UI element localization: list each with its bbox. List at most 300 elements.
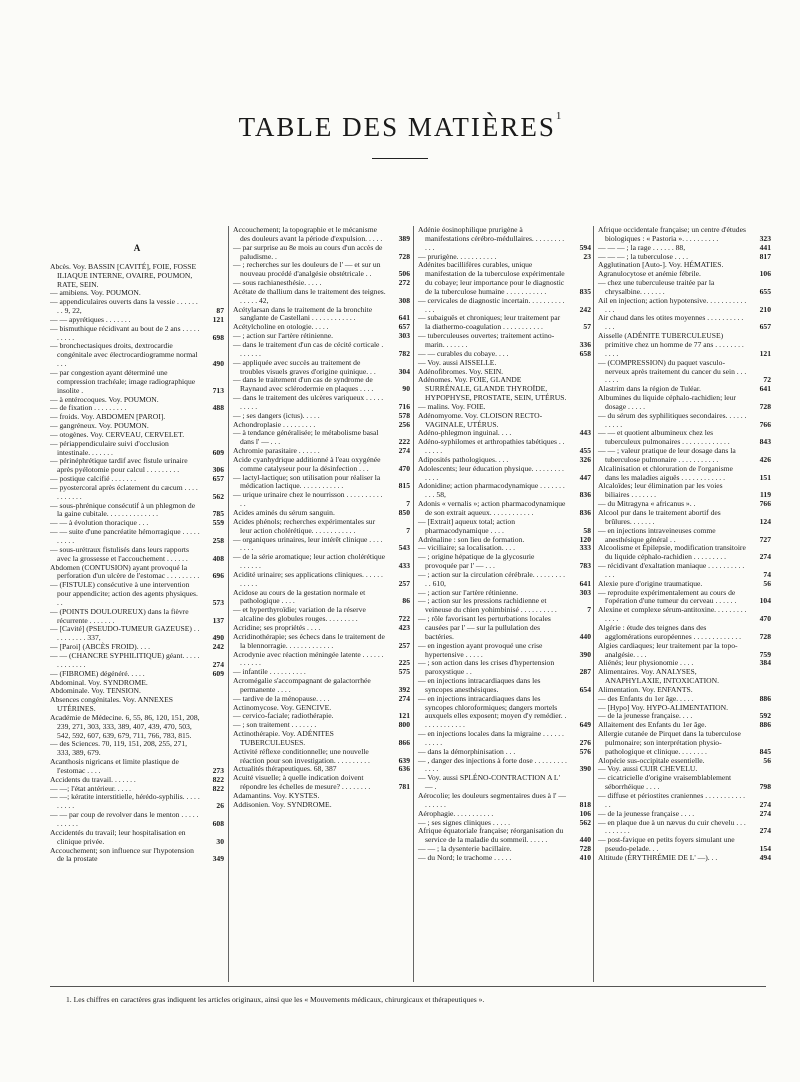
index-entry <box>233 456 410 474</box>
page-number: 408 <box>212 553 224 563</box>
entry-text: — diffuse et périostites craniennes . . . . . . . . . . . . . <box>598 791 746 809</box>
page-number: 573 <box>212 597 224 607</box>
entry-text: — ; ses signes cliniques . . . . . <box>418 817 510 827</box>
index-entry <box>598 226 771 244</box>
index-entry <box>418 226 591 253</box>
page-number: 836 <box>579 508 591 517</box>
page-number: 7 <box>587 605 591 615</box>
page-number: 333 <box>579 543 591 553</box>
index-entry <box>50 847 224 865</box>
index-entry <box>233 518 410 536</box>
title-rule <box>372 158 428 159</box>
entry-text: — bronchectasiques droits, dextrocardie congénitale avec électrocardiogramme normal . . . <box>50 341 198 369</box>
page-number: 86 <box>402 596 410 606</box>
page-number: 287 <box>579 667 591 677</box>
index-entry <box>418 376 591 403</box>
index-entry <box>233 774 410 792</box>
page-number: 426 <box>759 454 771 464</box>
page-number: 389 <box>398 233 410 243</box>
entry-text: — urique urinaire chez le nourrisson . . . . . . . . . . . . <box>233 490 383 509</box>
page-number: 636 <box>398 764 410 774</box>
index-entry <box>418 677 591 695</box>
entry-text: — périappendiculaire suivi d'occlusion intestinale. . . . . . . <box>50 438 169 457</box>
entry-text: Acétate de thallium dans le traitement des teignes. . . . . . 42, <box>233 286 386 305</box>
entry-text: Accidents du travail. . . . . . . <box>50 774 136 784</box>
page-number: 696 <box>212 571 224 581</box>
page-number: 562 <box>579 817 591 827</box>
index-entry <box>50 502 224 520</box>
entry-text: Adrénaline : son lieu de formation. <box>418 534 525 544</box>
entry-text: — en injections intracardiaques dans les syncopes anesthésiques. <box>418 676 541 694</box>
page-number: 423 <box>398 622 410 632</box>
page-number: 455 <box>579 446 591 456</box>
page-number: 273 <box>212 765 224 775</box>
index-entry <box>50 546 224 564</box>
index-entry <box>598 279 771 297</box>
entry-text: — sous-urétraux fistulisés dans leurs rapports avec la grossesse et l'accouchement . . . . . . <box>50 544 189 563</box>
page-number: 713 <box>212 385 224 395</box>
page-number: 23 <box>583 251 591 261</box>
entry-text: Aérophagie. . . . . . . . . . . <box>418 808 494 818</box>
page-number: 384 <box>759 658 771 668</box>
entry-text: Acide cyanhydrique additionné à l'eau oxygénée comme catalyseur pour la désinfection . . . <box>233 454 381 473</box>
index-entry <box>418 659 591 677</box>
page-number: 845 <box>759 746 771 756</box>
entry-text: — postique calcifié . . . . . . . <box>50 474 137 484</box>
entry-text: — pyostercoral après éclatement du cæcum . . . . . . . . . . . <box>50 482 198 501</box>
entry-text: Afrique occidentale française; un centre d'études biologiques : « Pastoria ». . . . . . . . . . <box>598 226 746 243</box>
entry-text: — en ingestion ayant provoqué une crise hypertensive . . . . . <box>418 640 543 659</box>
page-number: 609 <box>212 447 224 457</box>
entry-text: — viciliaire; sa localisation. . . . <box>418 543 516 553</box>
entry-text: Achromie parasitaire . . . . . . <box>233 446 320 456</box>
page-number: 562 <box>212 491 224 501</box>
entry-text: — à entérocoques. Voy. POUMON. <box>50 394 159 404</box>
entry-text: — tuberculeuses ouvertes; traitement actino-marin. . . . . . . <box>418 331 555 349</box>
page-number: 494 <box>759 852 771 862</box>
entry-text: — [Extrait] aqueux total; action pharmacodynamique . . . . <box>418 516 515 535</box>
entry-text: — cicatricielle d'origine vraisemblablement séborrhéique . . . . <box>598 773 732 792</box>
page-number: 257 <box>398 578 410 588</box>
index-entry <box>233 677 410 695</box>
entry-text: — tardive de la ménopause. . . . <box>233 693 330 703</box>
index-entry <box>418 854 591 863</box>
entry-text: Alopécie sus-occipitale essentielle. <box>598 755 705 765</box>
page-number: 716 <box>398 401 410 411</box>
entry-text: Algérie : étude des teignes dans des agglomérations européennes . . . . . . . . . . . . . <box>598 622 742 641</box>
page-number: 326 <box>579 454 591 464</box>
page-number: 785 <box>212 509 224 519</box>
entry-text: — ; origine hépatique de la glycosurie provoquée par l' — . . . <box>418 552 535 571</box>
entry-text: Actinothérapie. Voy. ADÉNITES TUBERCULEUSES. <box>233 729 334 747</box>
entry-text: — (POINTS DOULOUREUX) dans la fièvre récurrente . . . . . . . <box>50 606 189 625</box>
index-entry <box>418 695 591 730</box>
entry-text: — , danger des injections à forte dose . . . . . . . . . . . . . <box>418 755 567 774</box>
index-entry <box>598 482 771 500</box>
index-entry <box>233 801 410 810</box>
entry-text: — ; ses dangers (ictus). . . . . <box>233 410 320 420</box>
index-entry <box>233 606 410 624</box>
index-entry <box>233 261 410 279</box>
index-entry <box>598 836 771 854</box>
index-entry <box>418 314 591 332</box>
page-number: 74 <box>763 569 771 579</box>
entry-text: Acridine; ses propriétés . . . . <box>233 622 321 632</box>
index-entry <box>598 624 771 642</box>
index-entry <box>50 740 224 758</box>
page-number: 304 <box>398 366 410 376</box>
page-number: 58 <box>583 525 591 535</box>
page-number: 26 <box>216 801 224 811</box>
entry-text: Alexie pure d'origine traumatique. <box>598 578 703 588</box>
entry-text: Acrodynie avec réaction méningée latente . . . . . . . . . . . . <box>233 649 384 668</box>
index-entry <box>598 730 771 757</box>
index-entry <box>233 376 410 394</box>
entry-text: — gangréneux. Voy. POUMON. <box>50 421 149 431</box>
page-number: 470 <box>398 463 410 473</box>
page-number: 728 <box>759 401 771 411</box>
page-number: 781 <box>398 782 410 792</box>
page-number: 121 <box>398 711 410 721</box>
entry-text: — — et quotient albumineux chez les tuberculeux pulmonaires . . . . . . . . . . . . . <box>598 428 730 447</box>
entry-text: — ; son traitement . . . . . . . <box>233 720 317 730</box>
entry-text: — des Sciences. 70, 119, 151, 208, 255, 271, 333, 389, 679. <box>50 739 188 758</box>
page-number: 87 <box>216 306 224 316</box>
entry-text: — (COMPRESSION) du paquet vasculo-nerveux après traitement du cancer du sein . . . . . . . <box>598 357 747 385</box>
entry-text: — — — ; la tuberculose . . . . <box>598 251 689 261</box>
page-number: 119 <box>760 490 771 500</box>
page-number: 576 <box>579 746 591 756</box>
index-entry <box>418 500 591 518</box>
entry-text: Actualités thérapeutiques. 68, 387 <box>233 764 337 774</box>
page-number: 654 <box>579 684 591 694</box>
entry-text: Adénites bacillifères curables, unique manifestation de la tuberculose expérimentale du cobaye; leur importance pour le diagnostic de la tuberculose humaine . . . . . . . . . . . <box>418 260 565 296</box>
index-entry <box>50 829 224 847</box>
index-entry <box>598 792 771 810</box>
page-number: 323 <box>759 233 771 243</box>
page-number: 443 <box>579 428 591 438</box>
page-number: 447 <box>579 472 591 482</box>
entry-text: Abdominale. Voy. TENSION. <box>50 686 141 696</box>
page-number: 124 <box>759 516 771 526</box>
page-number: 850 <box>398 508 410 517</box>
entry-text: Acétylcholine en otologie. . . . . <box>233 322 329 332</box>
entry-text: Adénie éosinophilique prurigène à manifestations cérébro-médullaires. . . . . . . . . . . . <box>418 226 565 252</box>
entry-text: Abdominal. Voy. SYNDROME. <box>50 677 148 687</box>
page-number: 575 <box>398 667 410 677</box>
entry-text: — Voy. aussi CUIR CHEVELU. <box>598 764 698 774</box>
entry-text: — ; rôle favorisant les perturbations locales causées par l' — sur la pullulation des bactéries. <box>418 614 551 641</box>
entry-text: — — ; la dysenterie bacillaire. <box>418 844 512 854</box>
entry-text: Agglutination [Auto-]. Voy. HÉMATIES. <box>598 260 724 270</box>
index-entry <box>50 581 224 608</box>
entry-text: — du sérum des syphilitiques secondaires. . . . . . . . . . . <box>598 410 747 429</box>
entry-text: — — ; valeur pratique de leur dosage dans la tuberculose pulmonaire . . . . . . . . . . . <box>598 446 736 464</box>
page-number: 817 <box>759 251 771 261</box>
index-entry <box>233 491 410 509</box>
entry-text: Alcoolisme et Épilepsie, modification transitoire du liquide céphalo-rachidien . . . . . . . . . <box>598 543 746 562</box>
entry-text: — — par coup de revolver dans le menton . . . . . . . . . . . <box>50 810 199 828</box>
entry-text: Activité réflexe conditionnelle; une nouvelle réaction pour son investigation. . . . . . . . . . <box>233 746 370 765</box>
page-number: 274 <box>212 659 224 669</box>
index-entry <box>418 597 591 615</box>
page-number: 815 <box>398 481 410 491</box>
entry-text: Addisonien. Voy. SYNDROME. <box>233 799 332 809</box>
entry-text: Agranulocytose et anémie fébrile. <box>598 269 701 279</box>
page-number: 276 <box>579 737 591 747</box>
page-number: 410 <box>579 852 591 862</box>
page-number: 728 <box>759 631 771 641</box>
index-entry <box>598 297 771 315</box>
entry-text: Adénomes. Voy. FOIE, GLANDE SURRÉNALE, GLANDE THYROÏDE, HYPOPHYSE, PROSTATE, SEIN, UTÉRUS. <box>418 375 567 403</box>
entry-text: Académie de Médecine. 6, 55, 86, 120, 151, 208, 239, 271, 303, 333, 389, 407, 439, 470, 503, 542, 592, 607, 639, 679, 711, 766, 783, 815. <box>50 712 200 740</box>
page-number: 72 <box>763 375 771 385</box>
entry-text: — infantile . . . . . . . . . . <box>233 667 306 677</box>
page-number: 722 <box>398 614 410 624</box>
page-number: 728 <box>579 844 591 854</box>
entry-text: Adonis « vernalis »; action pharmacodynamique de son extrait aqueux. . . . . . . . . . . . <box>418 499 566 517</box>
entry-text: — dans la démorphinisation . . . <box>418 746 516 756</box>
index-entry <box>598 332 771 359</box>
page-number: 608 <box>212 819 224 828</box>
index-entry <box>598 394 771 412</box>
page-number: 822 <box>212 774 224 784</box>
footnote: 1. Les chiffres en caractères gras indiquent les articles originaux, ainsi que les « Mouvements médicaux, chirurgicaux et thérapeutiques ». <box>66 995 485 1004</box>
entry-text: — cervico-faciale; radiothérapie. <box>233 711 334 721</box>
entry-text: Adéno-phlegmon inguinal. . . . <box>418 428 512 438</box>
entry-text: Air chaud dans les otites moyennes . . . . . . . . . . . . . <box>598 313 744 332</box>
index-entry <box>418 482 591 500</box>
page-number: 57 <box>583 322 591 332</box>
index-entry <box>418 792 591 810</box>
entry-text: — [Paroi] (ABCÈS FROID). . . . <box>50 642 150 652</box>
index-entry <box>50 440 224 458</box>
entry-text: — en injections intracardiaques dans les syncopes chloroformiques; dangers mortels auxquels elles exposent; moyen d'y remédier. . . . . . . . . . . . . <box>418 693 567 730</box>
entry-text: — en plaque due à un nævus du cuir chevelu . . . . . . . . . . <box>598 817 746 836</box>
footnote-rule <box>50 986 766 987</box>
index-entry <box>50 325 224 343</box>
index-entry <box>233 341 410 359</box>
page-number: 609 <box>212 668 224 678</box>
entry-text: — en injections locales dans la migraine . . . . . . . . . . . <box>418 729 564 747</box>
index-entry <box>598 359 771 386</box>
entry-text: — — — ; la rage . . . . . . 88, <box>598 242 686 252</box>
entry-text: — cervicales de diagnostic incertain. . . . . . . . . . . . . <box>418 295 565 314</box>
index-entry <box>233 571 410 589</box>
page-number: 639 <box>398 755 410 765</box>
entry-text: — — (CHANCRE SYPHILITIQUE) géant. . . . . . . . . . . . . <box>50 650 200 669</box>
index-entry <box>598 854 771 863</box>
index-entry <box>418 332 591 350</box>
page-number: 274 <box>759 799 771 809</box>
page-number: 818 <box>579 799 591 809</box>
entry-text: — organiques urinaires, leur intérêt clinique . . . . . . . . <box>233 534 383 553</box>
index-entry <box>233 394 410 412</box>
page-number: 242 <box>579 304 591 314</box>
page-number: 303 <box>579 587 591 597</box>
index-entry <box>598 606 771 624</box>
entry-text: — de la jeunesse française. . . . <box>598 711 693 721</box>
entry-text: Aisselle (ADÉNITE TUBERCULEUSE) primitive chez un homme de 77 ans . . . . . . . . . . . . <box>598 331 744 358</box>
page-number: 256 <box>398 419 410 429</box>
index-entry <box>50 811 224 829</box>
page-number: 120 <box>579 534 591 544</box>
page-number: 641 <box>398 313 410 323</box>
index-entry <box>418 553 591 571</box>
index-entry <box>50 793 224 811</box>
page-number: 121 <box>759 348 771 358</box>
index-entry <box>233 359 410 377</box>
entry-text: — périnéphrétique tardif avec fistule urinaire après pyélotomie pour calcul . . . . . . . . . <box>50 456 188 475</box>
page-number: 7 <box>406 499 410 509</box>
index-entry <box>418 438 591 456</box>
entry-text: — — suite d'une pancréatite hémorragique . . . . . . . . . . <box>50 527 200 545</box>
page-number: 641 <box>759 384 771 394</box>
entry-text: — prurigène. . . . . . . . . . . <box>418 251 497 261</box>
page-number: 121 <box>212 314 224 324</box>
entry-text: Accidentés du travail; leur hospitalisation en clinique privée. <box>50 827 186 846</box>
entry-text: Alimentaires. Voy. ANALYSES, ANAPHYLAXIE, INTOXICATION. <box>598 667 719 686</box>
entry-text: — par surprise au 8e mois au cours d'un accès de paludisme. . <box>233 242 383 261</box>
entry-text: Acidose au cours de la gestation normale et pathologique . . . . <box>233 587 366 606</box>
entry-text: — ; action sur l'artère rétinienne. <box>418 587 519 597</box>
page-number: 578 <box>398 410 410 420</box>
entry-text: — — curables du cobaye. . . . <box>418 348 509 358</box>
entry-text: Altitude (ÉRYTHRÉMIE DE L' —). . . <box>598 852 718 862</box>
page-number: 151 <box>759 472 771 482</box>
page-number: 308 <box>398 295 410 305</box>
page-number: 440 <box>579 835 591 845</box>
index-column-3 <box>413 226 591 982</box>
entry-text: — bismuthique récidivant au bout de 2 ans . . . . . . . . . . <box>50 323 200 342</box>
entry-text: — — à évolution thoracique . . . <box>50 518 149 528</box>
index-entry <box>50 564 224 582</box>
entry-text: — Voy. aussi AISSELLE. <box>418 357 497 367</box>
entry-text: Algies cardiaques; leur traitement par la topo-analgésie. . . . <box>598 640 738 659</box>
title-footnote-marker: 1 <box>555 110 562 122</box>
entry-text: Accouchement; la topographie et le mécanisme des douleurs avant la période d'expulsion. . . . . <box>233 226 383 243</box>
entry-text: Actinomycose. Voy. GENCIVE. <box>233 702 332 712</box>
entry-text: Aérocolie; les douleurs segmentaires dues à l' — . . . . . . <box>418 791 566 809</box>
page-number: 274 <box>398 693 410 703</box>
entry-text: Albumines du liquide céphalo-rachidien; leur dosage . . . . . <box>598 393 736 411</box>
index-column-1 <box>50 226 224 982</box>
index-entry <box>418 827 591 845</box>
index-entry <box>598 562 771 580</box>
index-entry <box>598 544 771 562</box>
entry-text: — lactyl-lactique; son utilisation pour réaliser la médication lactique. . . . . . . . . . . . <box>233 472 381 491</box>
index-entry <box>418 642 591 660</box>
entry-text: Acides aminés du sérum sanguin. <box>233 508 335 517</box>
page-number: 222 <box>398 437 410 447</box>
index-entry <box>418 571 591 589</box>
index-entry <box>233 553 410 571</box>
entry-text: Adonidine; action pharmacodynamique . . . . . . . . . . 58, <box>418 481 565 500</box>
page-number: 390 <box>579 764 591 774</box>
page-number: 470 <box>759 614 771 624</box>
page-number: 658 <box>579 348 591 358</box>
page-number: 886 <box>759 720 771 730</box>
index-entry <box>418 730 591 748</box>
entry-text: Accouchement; son influence sur l'hypotension de la prostate <box>50 845 194 864</box>
page-number: 594 <box>579 242 591 252</box>
index-entry <box>418 297 591 315</box>
section-letter: A <box>133 243 141 253</box>
entry-text: — (FIBROME) dégénéré. . . . . <box>50 668 145 678</box>
index-entry <box>598 668 771 686</box>
entry-text: — malins. Voy. FOIE. <box>418 401 486 411</box>
index-entry <box>598 589 771 607</box>
index-entry <box>233 748 410 766</box>
entry-text: — récidivant d'exaltation maniaque . . . . . . . . . . . . . <box>598 561 745 579</box>
entry-text: Abcès. Voy. BASSIN [CAVITÉ], FOIE, FOSSE ILIAQUE INTERNE, OVAIRE, POUMON, RATE, SEIN. <box>50 261 197 289</box>
page-number: 657 <box>759 322 771 332</box>
entry-text: Acétylarsan dans le traitement de la bronchite sanglante de Castellani . . . . . . . . . . . . <box>233 304 373 323</box>
entry-text: Alimentation. Voy. ENFANTS. <box>598 684 693 694</box>
entry-text: — ; action sur la circulation cérébrale. . . . . . . . . . . 610, <box>418 569 565 588</box>
index-entry <box>418 412 591 430</box>
index-entry <box>50 652 224 670</box>
entry-text: — ; action sur les pressions rachidienne et veineuse du chien yohimbinisé . . . . . . . . . . <box>418 596 557 615</box>
entry-text: Ail en injection; action hypotensive. . . . . . . . . . . . . . <box>598 295 747 314</box>
index-entry <box>50 758 224 776</box>
page-number: 225 <box>398 658 410 668</box>
index-entry <box>418 518 591 536</box>
page-title <box>0 112 800 143</box>
entry-text: Adolescents; leur éducation physique. . . . . . . . . . . . . <box>418 463 564 482</box>
page-number: 106 <box>759 269 771 279</box>
page-number: 657 <box>398 322 410 332</box>
entry-text: — chez une tuberculeuse traitée par la chrysalbine. . . . . . . <box>598 278 715 296</box>
entry-text: — — apyrétiques . . . . . . . <box>50 314 131 324</box>
index-entry <box>233 306 410 324</box>
page-number: 303 <box>398 331 410 341</box>
entry-text: Alexine et complexe sérum-antitoxine. . . . . . . . . . . . . <box>598 605 747 624</box>
page-number: 649 <box>579 720 591 730</box>
entry-text: Acanthosis nigricans et limite plastique de l'estomac . . . . <box>50 757 179 775</box>
page-number: 766 <box>759 499 771 509</box>
index-entry <box>233 536 410 554</box>
entry-text: Achondroplasie . . . . . . . . . <box>233 419 316 429</box>
page-number: 257 <box>398 640 410 650</box>
page-number: 798 <box>759 782 771 792</box>
index-entry <box>233 226 410 244</box>
page-number: 506 <box>398 269 410 279</box>
page-number: 104 <box>759 596 771 606</box>
entry-text: — de la jeunesse française . . . . <box>598 808 695 818</box>
entry-text: — ; son action dans les crises d'hypertension paroxystique . . <box>418 658 555 677</box>
entry-text: — appliquée avec succès au traitement de troubles visuels graves d'origine quinique. . . <box>233 357 376 376</box>
index-entry <box>418 615 591 642</box>
index-entry <box>50 457 224 475</box>
entry-text: Adiposités pathologiques. . . . <box>418 454 509 464</box>
page-number: 782 <box>398 348 410 358</box>
index-entry <box>50 696 224 714</box>
index-column-4 <box>593 226 771 982</box>
entry-text: — —; kératite interstitielle, hérédo-syphilis. . . . . . . . . . <box>50 792 200 811</box>
page-number: 543 <box>398 543 410 553</box>
entry-text: Acidité urinaire; ses applications cliniques. . . . . . . . . . . <box>233 569 383 588</box>
entry-text: Afrique équatoriale française; réorganisation du service de la maladie du sommeil. . . . . . <box>418 826 564 845</box>
page-number: 698 <box>212 332 224 342</box>
entry-text: — reproduite expérimentalement au cours de l'opération d'une tumeur du cerveau . . . . . . <box>598 587 737 606</box>
page-number: 274 <box>759 826 771 836</box>
page-number: 843 <box>759 437 771 447</box>
page-number: 886 <box>759 693 771 703</box>
entry-text: Acides phénols; recherches expérimentales sur leur action cholérétique. . . . . . . . . . . . <box>233 516 376 535</box>
page-number: 242 <box>212 642 224 652</box>
entry-text: Alcool pur dans le traitement abortif des brûlures. . . . . . . <box>598 508 721 526</box>
